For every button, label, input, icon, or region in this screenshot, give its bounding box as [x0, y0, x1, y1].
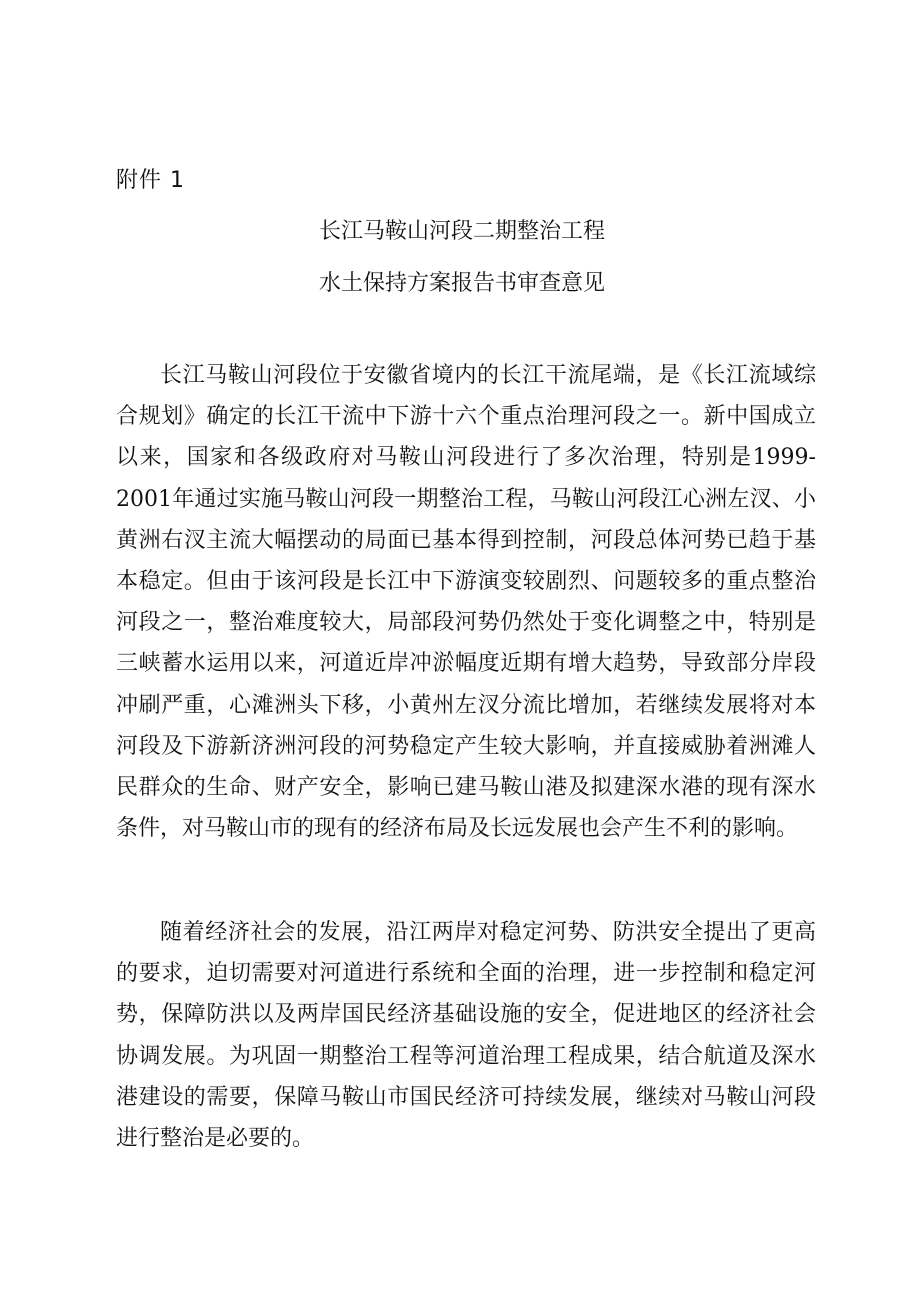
attachment-label: 附件 1	[116, 168, 185, 193]
body-paragraph-1: 长江马鞍山河段位于安徽省境内的长江干流尾端，是《长江流域综合规划》确定的长江干流中下游十六个重点治理河段之一。新中国成立以来，国家和各级政府对马鞍山河段进行了多次治理，特别是1999-2001年通过实施马鞍山河段一期整治工程，马鞍山河段江心洲左汊、小黄洲右汊主流大幅摆动的局面已基本得到控制，河段总体河势已趋于基本稳定。但由于该河段是长江中下游演变较剧烈、问题较多的重点整治河段之一，整治难度较大，局部段河势仍然处于变化调整之中，特别是三峡蓄水运用以来，河道近岸冲淤幅度近期有增大趋势，导致部分岸段冲刷严重，心滩洲头下移，小黄州左汊分流比增加，若继续发展将对本河段及下游新济洲河段的河势稳定产生较大影响，并直接威胁着洲滩人民群众的生命、财产安全，影响已建马鞍山港及拟建深水港的现有深水条件，对马鞍山市的现有的经济布局及长远发展也会产生不利的影响。	[116, 363, 816, 842]
document-title-line-2: 水土保持方案报告书审查意见	[318, 271, 605, 296]
document-title-line-1: 长江马鞍山河段二期整治工程	[318, 219, 605, 244]
body-paragraph-2: 随着经济社会的发展，沿江两岸对稳定河势、防洪安全提出了更高的要求，迫切需要对河道进行系统和全面的治理，进一步控制和稳定河势，保障防洪以及两岸国民经济基础设施的安全，促进地区的经济社会协调发展。为巩固一期整治工程等河道治理工程成果，结合航道及深水港建设的需要，保障马鞍山市国民经济可持续发展，继续对马鞍山河段进行整治是必要的。	[116, 920, 816, 1152]
